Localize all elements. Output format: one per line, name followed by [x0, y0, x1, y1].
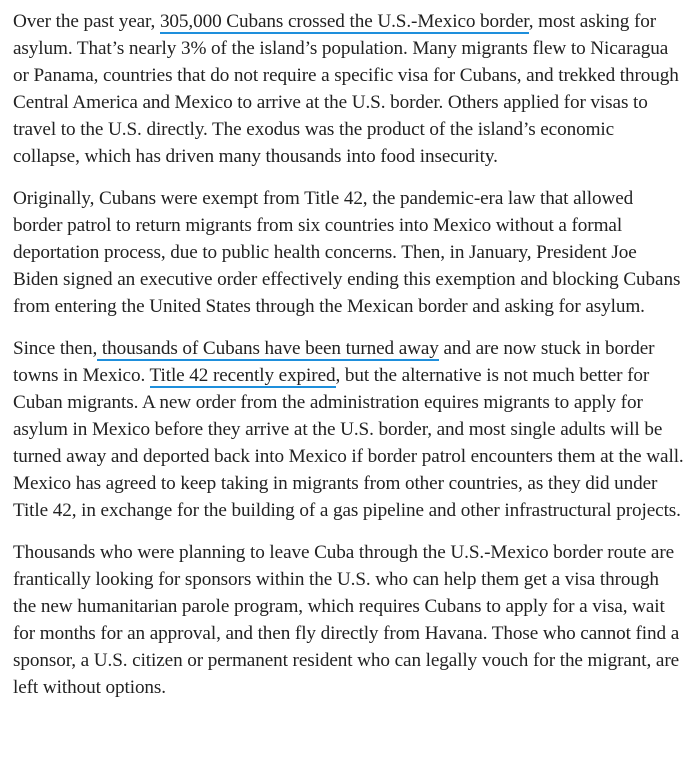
- paragraph-2: Originally, Cubans were exempt from Title 42, the pandemic-era law that allowed border patrol to return migrants from six countries into Mexico without a formal deportation process, due to public health concerns. Then, in January, President Joe Biden signed an executive order effectively ending this exemption and blocking Cubans from entering the United States through the Mexican border and asking for asylum.: [13, 188, 681, 317]
- paragraph-3-text-mid: and are now stuck in border towns in Mexico.: [13, 338, 655, 386]
- paragraph-3: [13, 335, 684, 524]
- link-title-42-expired[interactable]: Title 42 recently expired: [149, 365, 336, 386]
- paragraph-1-text-end: , most asking for asylum. That’s nearly 3% of the island’s population. Many migrants flew to Nicaragua or Panama, countries that do not require a specific visa for Cubans, and trekked through Central America and Mexico to arrive at the U.S. border. Others applied for visas to travel to the U.S. directly. The exodus was the product of the island’s economic collapse, which has driven many thousands into food insecurity.: [13, 11, 679, 167]
- link-cubans-turned-away[interactable]: thousands of Cubans have been turned away: [97, 338, 439, 359]
- paragraph-3-text-start: Since then,: [13, 338, 98, 359]
- paragraph-4: Thousands who were planning to leave Cuba through the U.S.-Mexico border route are frantically looking for sponsors within the U.S. who can help them get a visa through the new humanitarian parole program, which requires Cubans to apply for a visa, wait for months for an approval, and then fly directly from Havana. Those who cannot find a sponsor, a U.S. citizen or permanent resident who can legally vouch for the migrant, are left without options.: [13, 542, 680, 698]
- paragraph-1: [13, 8, 684, 170]
- paragraph-3-text-end: , but the alternative is not much better for Cuban migrants. A new order from the administration equires migrants to apply for asylum in Mexico before they arrive at the U.S. border, and most single adults will be turned away and deported back into Mexico if border patrol encounters them at the wall. Mexico has agreed to keep taking in migrants from other countries, as they did under Title 42, in exchange for the building of a gas pipeline and other infrastructural projects.: [13, 365, 684, 521]
- link-cubans-crossed-border[interactable]: 305,000 Cubans crossed the U.S.-Mexico border: [159, 11, 529, 32]
- paragraph-1-text-start: Over the past year,: [13, 11, 160, 32]
